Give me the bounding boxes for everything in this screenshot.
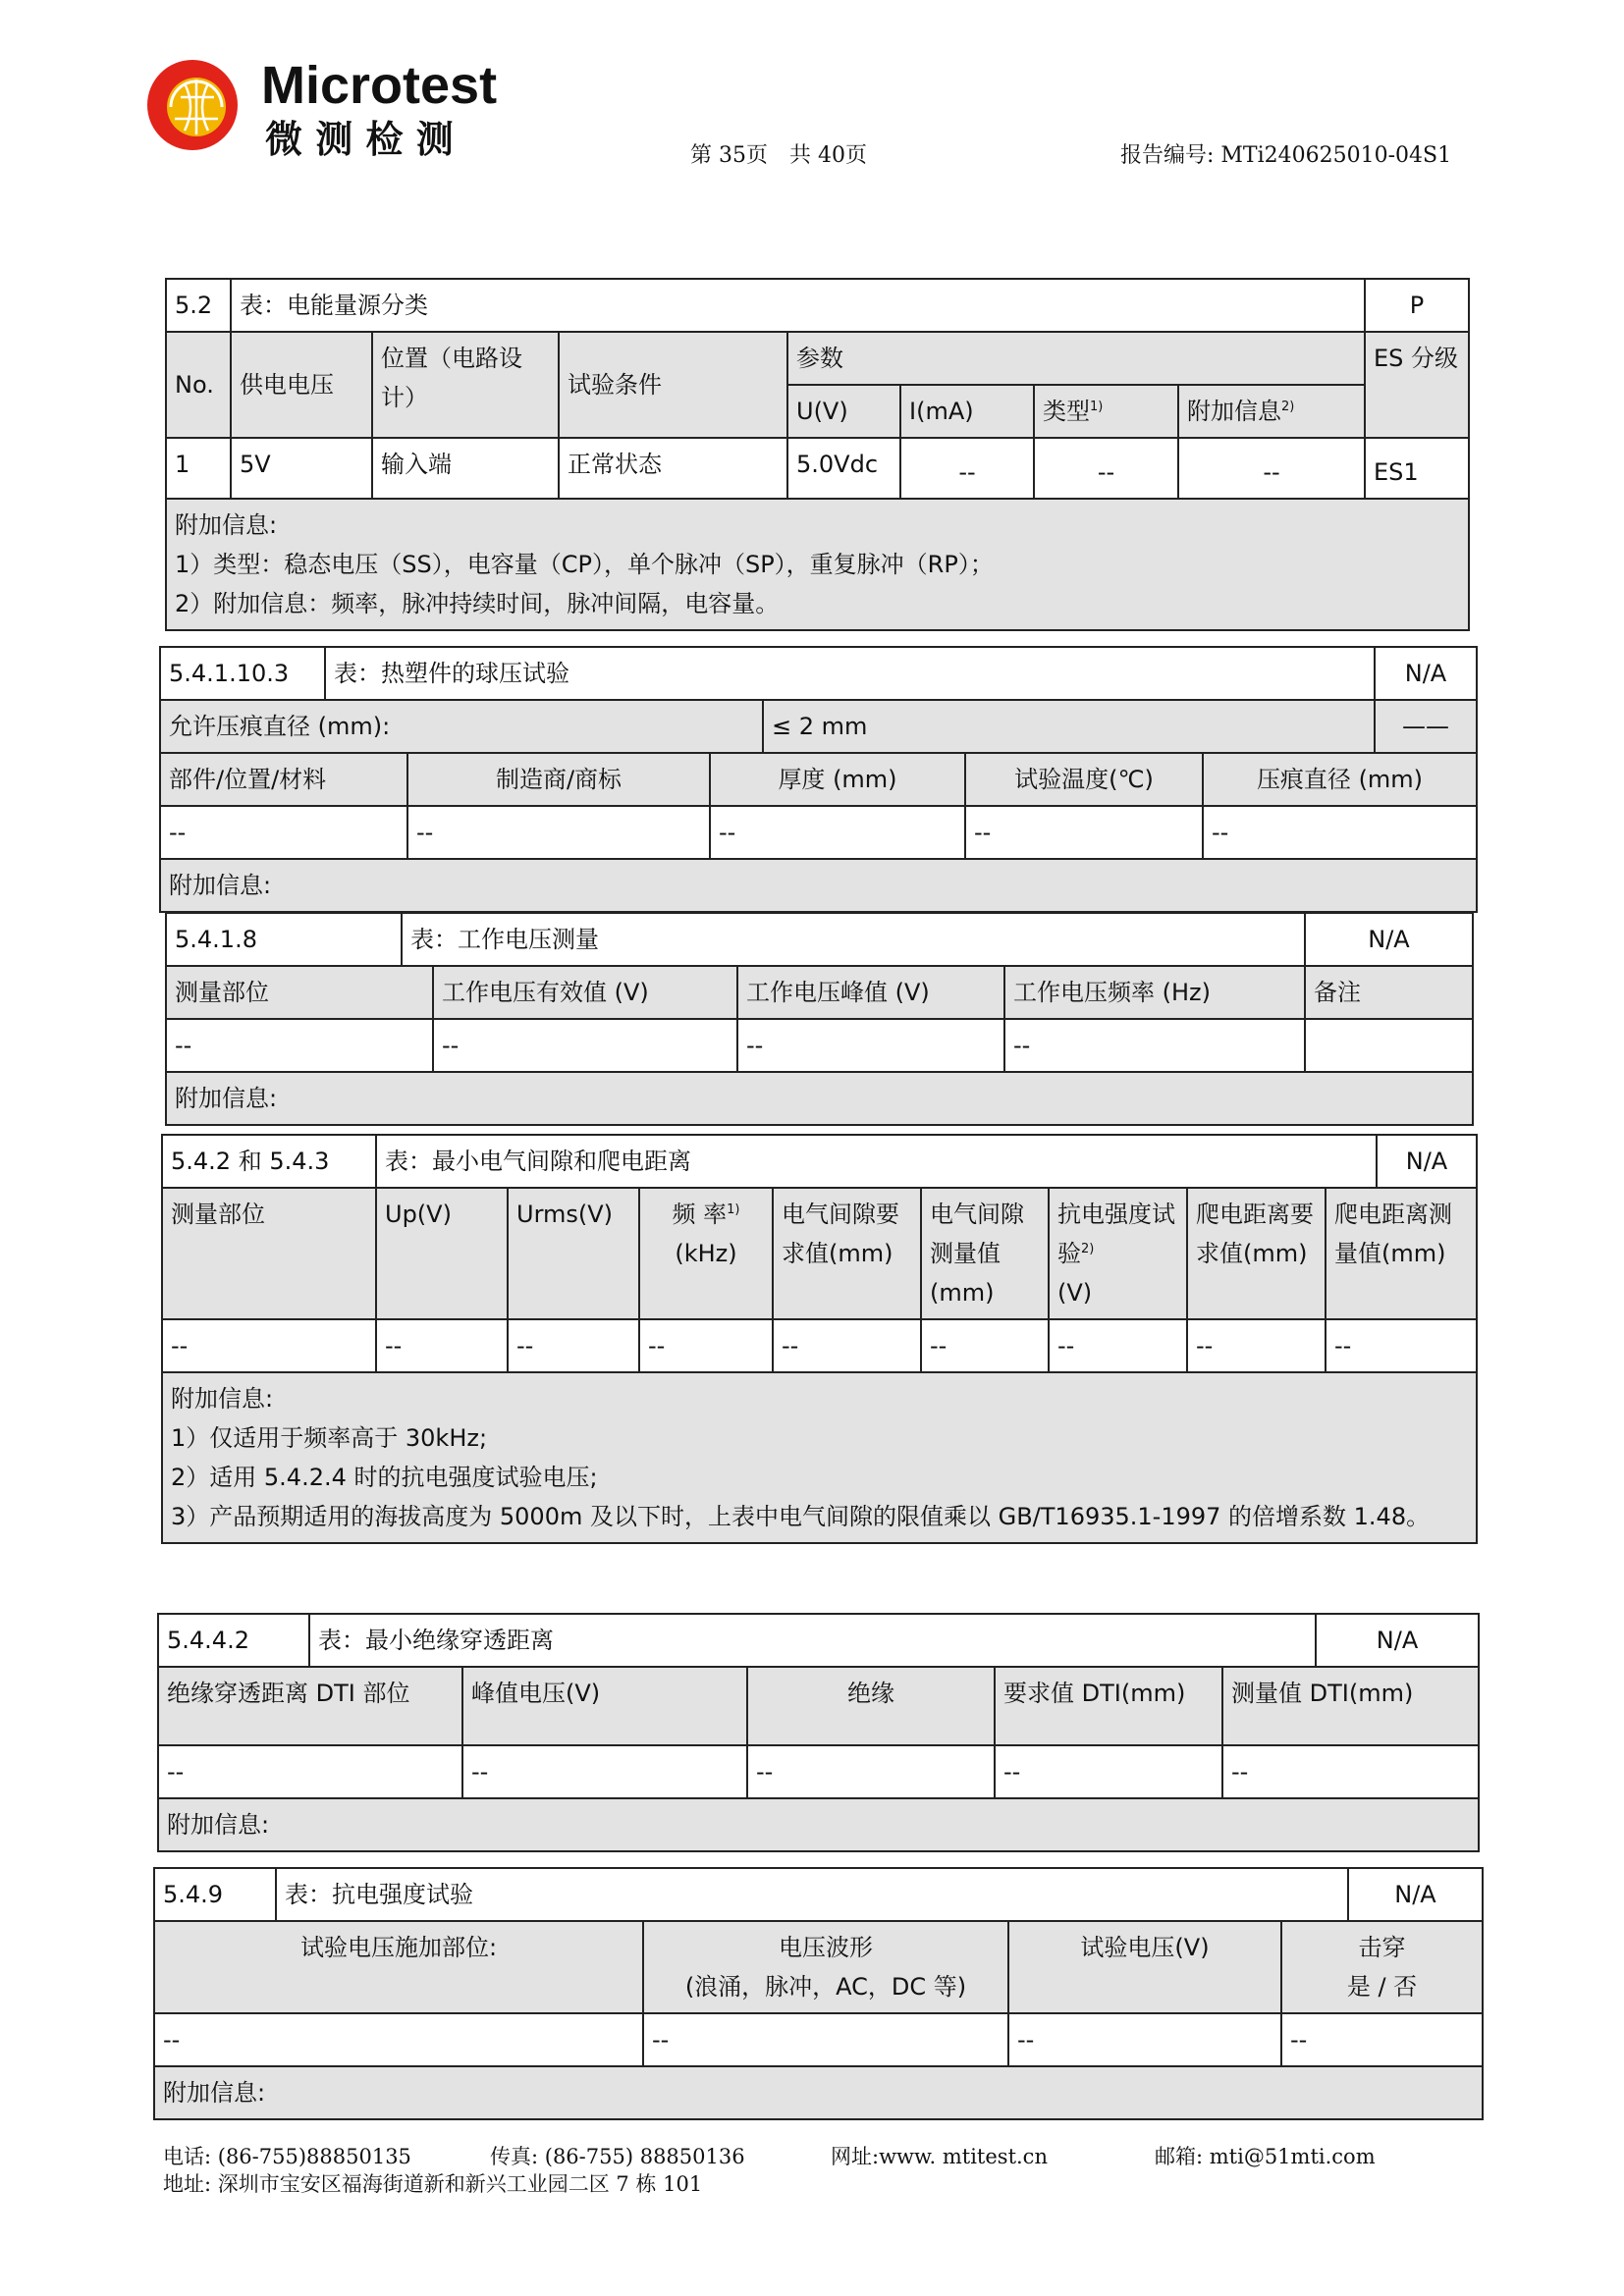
- cell: --: [1203, 806, 1477, 859]
- col-peak-voltage: 工作电压峰值 (V): [737, 966, 1004, 1019]
- col-insulation: 绝缘: [747, 1667, 995, 1745]
- footer-address: 地址: 深圳市宝安区福海街道新和新兴工业园二区 7 栋 101: [163, 2172, 703, 2196]
- col-supply-voltage: 供电电压: [231, 332, 372, 438]
- cell: --: [710, 806, 965, 859]
- row-es: ES1: [1365, 438, 1469, 499]
- col-creepage-required: 爬电距离要求值(mm): [1187, 1188, 1326, 1319]
- col-electric-strength: 抗电强度试验$^{2)}$ (V): [1049, 1188, 1187, 1319]
- cell: --: [1008, 2013, 1281, 2066]
- col-position: 位置（电路设计）: [372, 332, 559, 438]
- section-number: 5.2: [166, 279, 231, 332]
- table-title: 表：最小电气间隙和爬电距离: [376, 1135, 1377, 1188]
- table-title: 表：最小绝缘穿透距离: [309, 1614, 1316, 1667]
- cell: --: [643, 2013, 1008, 2066]
- col-dti-measured: 测量值 DTI(mm): [1222, 1667, 1479, 1745]
- section-number: 5.4.1.10.3: [160, 647, 325, 700]
- col-clearance-measured: 电气间隙测量值(mm): [921, 1188, 1049, 1319]
- col-indent-diameter: 压痕直径 (mm): [1203, 753, 1477, 806]
- allowed-diameter-mark: ——: [1375, 700, 1477, 753]
- col-peak-voltage: 峰值电压(V): [462, 1667, 747, 1745]
- col-thickness: 厚度 (mm): [710, 753, 965, 806]
- cell: --: [158, 1745, 462, 1798]
- section-number: 5.4.1.8: [166, 913, 402, 966]
- row-i: --: [900, 438, 1034, 499]
- cell: --: [1004, 1019, 1305, 1072]
- sub-extra-info: 附加信息$^{2)}$: [1178, 385, 1365, 438]
- row-position: 输入端: [372, 438, 559, 499]
- table-clearance-creepage: [161, 1134, 1478, 1544]
- verdict: N/A: [1377, 1135, 1477, 1188]
- notes: 附加信息:: [166, 1072, 1473, 1125]
- col-up: Up(V): [376, 1188, 508, 1319]
- sub-voltage: U(V): [787, 385, 900, 438]
- cell: --: [1187, 1319, 1326, 1372]
- row-supply: 5V: [231, 438, 372, 499]
- col-temperature: 试验温度(℃): [965, 753, 1203, 806]
- table-title: 表：热塑件的球压试验: [325, 647, 1375, 700]
- notes: 附加信息: 1）类型：稳态电压（SS），电容量（CP），单个脉冲（SP），重复脉冲（RP）； 2）附加信息：频率，脉冲持续时间，脉冲间隔，电容量。: [166, 499, 1469, 630]
- col-measure-location: 测量部位: [166, 966, 433, 1019]
- cell: --: [747, 1745, 995, 1798]
- footer-email: 邮箱: mti@51mti.com: [1155, 2145, 1376, 2168]
- verdict: N/A: [1348, 1868, 1483, 1921]
- notes: 附加信息: 1）仅适用于频率高于 30kHz; 2）适用 5.4.2.4 时的抗电强度试验电压; 3）产品预期适用的海拔高度为 5000m 及以下时，上表中电气间隙的限值乘以 GB/T16935.1-1997 的倍增系数 1.48。: [162, 1372, 1477, 1543]
- col-breakdown: 击穿 是 / 否: [1281, 1921, 1483, 2013]
- cell: --: [1326, 1319, 1477, 1372]
- col-part: 部件/位置/材料: [160, 753, 407, 806]
- sub-current: I(mA): [900, 385, 1034, 438]
- page-number: 第 35页 共 40页: [690, 143, 867, 168]
- report-number: 报告编号: MTi240625010-04S1: [1120, 143, 1452, 168]
- table-ball-pressure: [159, 646, 1478, 913]
- row-condition: 正常状态: [559, 438, 787, 499]
- cell: --: [737, 1019, 1004, 1072]
- cell: --: [508, 1319, 639, 1372]
- allowed-diameter-label: 允许压痕直径 (mm):: [160, 700, 763, 753]
- table-title: 表：电能量源分类: [231, 279, 1365, 332]
- col-dti-required: 要求值 DTI(mm): [995, 1667, 1222, 1745]
- row-no: 1: [166, 438, 231, 499]
- cell: --: [407, 806, 710, 859]
- cell: --: [1049, 1319, 1187, 1372]
- col-params: 参数: [787, 332, 1365, 385]
- cell: --: [462, 1745, 747, 1798]
- cell: [1305, 1019, 1473, 1072]
- row-type: --: [1034, 438, 1178, 499]
- col-clearance-required: 电气间隙要求值(mm): [773, 1188, 921, 1319]
- section-number: 5.4.2 和 5.4.3: [162, 1135, 376, 1188]
- col-es-class: ES 分级: [1365, 332, 1469, 438]
- col-test-location: 试验电压施加部位:: [154, 1921, 643, 2013]
- col-waveform: 电压波形 (浪涌，脉冲，AC，DC 等): [643, 1921, 1008, 2013]
- section-number: 5.4.4.2: [158, 1614, 309, 1667]
- cell: --: [773, 1319, 921, 1372]
- table-electric-strength: [153, 1867, 1484, 2120]
- col-no: No.: [166, 332, 231, 438]
- col-measure-location: 测量部位: [162, 1188, 376, 1319]
- col-dti-location: 绝缘穿透距离 DTI 部位: [158, 1667, 462, 1745]
- col-manufacturer: 制造商/商标: [407, 753, 710, 806]
- table-title: 表：工作电压测量: [402, 913, 1305, 966]
- row-u: 5.0Vdc: [787, 438, 900, 499]
- cell: --: [166, 1019, 433, 1072]
- row-extra: --: [1178, 438, 1365, 499]
- cell: --: [433, 1019, 737, 1072]
- footer-website: 网址:www. mtitest.cn: [831, 2145, 1048, 2168]
- cell: --: [639, 1319, 773, 1372]
- verdict: N/A: [1305, 913, 1473, 966]
- col-rms-voltage: 工作电压有效值 (V): [433, 966, 737, 1019]
- notes: 附加信息:: [160, 859, 1477, 912]
- col-frequency: 频 率$^{1)}$ (kHz): [639, 1188, 773, 1319]
- col-condition: 试验条件: [559, 332, 787, 438]
- table-energy-source: [165, 278, 1470, 631]
- cell: --: [1281, 2013, 1483, 2066]
- col-urms: Urms(V): [508, 1188, 639, 1319]
- cell: --: [995, 1745, 1222, 1798]
- notes: 附加信息:: [154, 2066, 1483, 2119]
- col-remark: 备注: [1305, 966, 1473, 1019]
- footer-fax: 传真: (86-755) 88850136: [490, 2145, 745, 2168]
- notes: 附加信息:: [158, 1798, 1479, 1851]
- table-dti: [157, 1613, 1480, 1852]
- logo-text-en: Microtest: [261, 56, 498, 115]
- cell: --: [1222, 1745, 1479, 1798]
- cell: --: [965, 806, 1203, 859]
- cell: --: [376, 1319, 508, 1372]
- col-test-voltage: 试验电压(V): [1008, 1921, 1281, 2013]
- microtest-logo: [145, 54, 528, 162]
- cell: --: [160, 806, 407, 859]
- section-number: 5.4.9: [154, 1868, 276, 1921]
- col-frequency: 工作电压频率 (Hz): [1004, 966, 1305, 1019]
- cell: --: [162, 1319, 376, 1372]
- cell: --: [154, 2013, 643, 2066]
- verdict: N/A: [1375, 647, 1477, 700]
- cell: --: [921, 1319, 1049, 1372]
- col-creepage-measured: 爬电距离测量值(mm): [1326, 1188, 1477, 1319]
- allowed-diameter-value: ≤ 2 mm: [763, 700, 1375, 753]
- table-title: 表：抗电强度试验: [276, 1868, 1348, 1921]
- verdict: P: [1365, 279, 1469, 332]
- logo-text-cn: 微 测 检 测: [265, 118, 454, 161]
- table-working-voltage: [165, 912, 1474, 1126]
- footer-phone: 电话: (86-755)88850135: [163, 2145, 411, 2168]
- verdict: N/A: [1316, 1614, 1479, 1667]
- sub-type: 类型$^{1)}$: [1034, 385, 1178, 438]
